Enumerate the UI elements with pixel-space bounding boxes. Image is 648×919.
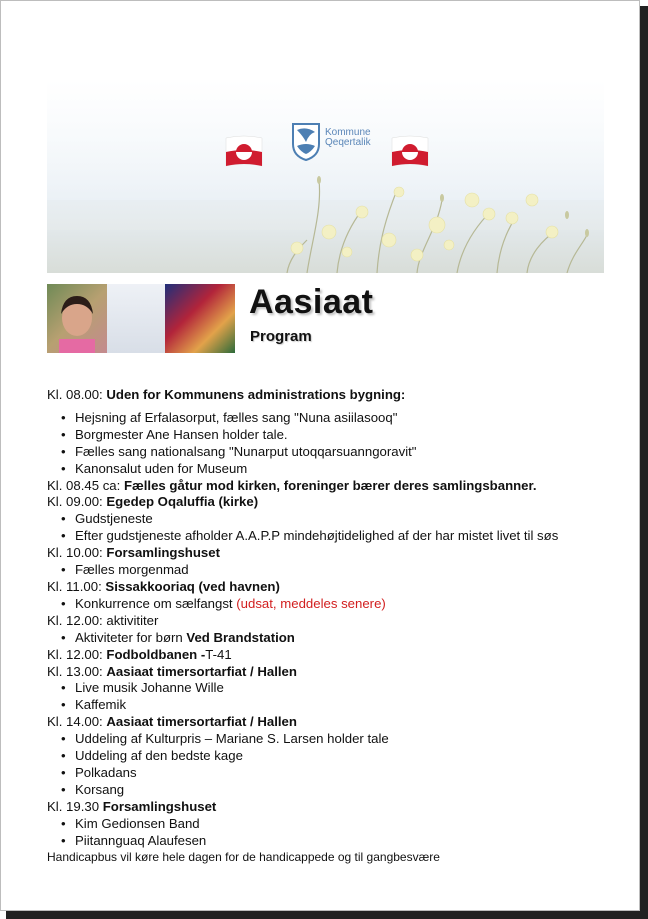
page-subtitle: Program: [250, 328, 312, 345]
entry-place: Egedep Oqaluffia (kirke): [106, 494, 259, 510]
list-item: • Gudstjeneste: [47, 511, 627, 528]
entry-place: Fodboldbanen -: [106, 646, 206, 662]
greenland-flag-icon: [390, 134, 430, 170]
entry-place: Uden for Kommunens administrations bygning:: [106, 387, 406, 402]
list-item: • Kaffemik: [47, 697, 627, 714]
list-item: • Fælles sang nationalsang "Nunarput utoqqarsuanngoravit": [47, 444, 627, 461]
entry-time: Kl. 09.00:: [47, 494, 103, 510]
list-item-text: Konkurrence om sælfangst: [75, 595, 233, 611]
entry-time: Kl. 08.45 ca:: [47, 477, 121, 493]
list-item: • Fælles morgenmad: [47, 562, 627, 579]
list-item: • Uddeling af Kulturpris – Mariane S. Larsen holder tale: [47, 731, 627, 748]
program-entry: [47, 799, 627, 816]
program-entry: Kl. 12.00: aktivititer: [47, 612, 159, 628]
entry-time: Kl. 08.00:: [47, 387, 103, 402]
list-item-location: Ved Brandstation: [186, 629, 295, 645]
list-item: • Efter gudstjeneste afholder A.A.P.P mindehøjtidelighed af der har mistet livet til søs: [47, 528, 627, 545]
logo-line-1: Kommune: [325, 127, 371, 138]
entry-suffix: T-41: [205, 646, 232, 662]
list-item: • Korsang: [47, 782, 627, 799]
list-item: • Polkadans: [47, 765, 627, 782]
page-shadow-bottom: [6, 911, 648, 919]
program-entry: [47, 579, 627, 596]
logo-line-2: Qeqertalik: [325, 137, 371, 148]
list-item-text: Aktiviteter for børn: [75, 629, 183, 645]
greenland-flag-icon: [224, 134, 264, 170]
arctic-poppies-illustration: [267, 170, 604, 273]
kommune-logo-text: [325, 128, 371, 148]
page-shadow-right: [640, 6, 648, 919]
list-item: • Live musik Johanne Wille: [47, 680, 627, 697]
entry-time: Kl. 19.30: [47, 798, 100, 814]
list-item: • Uddeling af den bedste kage: [47, 748, 627, 765]
program-entry: [47, 647, 627, 664]
entry-time: Kl. 11.00:: [47, 578, 102, 594]
entry-place: Aasiaat timersortarfiat / Hallen: [106, 663, 297, 679]
list-item: [47, 596, 627, 613]
list-item: • Kanonsalut uden for Museum: [47, 461, 627, 478]
entry-place: Sissakkooriaq (ved havnen): [105, 578, 280, 594]
entry-place: Forsamlingshuset: [102, 798, 217, 814]
entry-time: Kl. 13.00:: [47, 663, 103, 679]
postponed-note: (udsat, meddeles senere): [236, 595, 386, 611]
list-item: • Piitannguaq Alaufesen: [47, 833, 627, 850]
photo-strip: [47, 284, 235, 353]
list-item: • Kim Gedionsen Band: [47, 816, 627, 833]
white-garment-photo: [107, 284, 165, 353]
entry-time: Kl. 14.00:: [47, 714, 103, 730]
entry-time: Kl. 10.00:: [47, 545, 103, 561]
program-list: [47, 387, 627, 865]
program-entry: [47, 387, 627, 404]
program-entry: [47, 714, 627, 731]
entry-place: Aasiaat timersortarfiat / Hallen: [106, 714, 297, 730]
kommune-crest-logo-icon: [291, 122, 321, 162]
page-title: Aasiaat: [249, 283, 374, 321]
program-entry: [47, 545, 627, 562]
program-entry: [47, 494, 627, 511]
list-item: • Hejsning af Erfalasorput, fælles sang "Nuna asiilasooq": [47, 410, 627, 427]
header-banner-image: [47, 80, 604, 273]
list-item: • Borgmester Ane Hansen holder tale.: [47, 427, 627, 444]
entry-place: Forsamlingshuset: [106, 545, 220, 561]
entry-time: Kl. 12.00:: [47, 646, 103, 662]
child-photo: [47, 284, 107, 353]
program-entry: [47, 478, 627, 495]
footer-note: Handicapbus vil køre hele dagen for de handicappede og til gangbesvære: [47, 850, 440, 865]
program-entry: [47, 664, 627, 681]
list-item: [47, 630, 627, 647]
entry-place: Fælles gåtur mod kirken, foreninger bærer deres samlingsbanner.: [123, 477, 537, 493]
national-costume-photo: [165, 284, 235, 353]
